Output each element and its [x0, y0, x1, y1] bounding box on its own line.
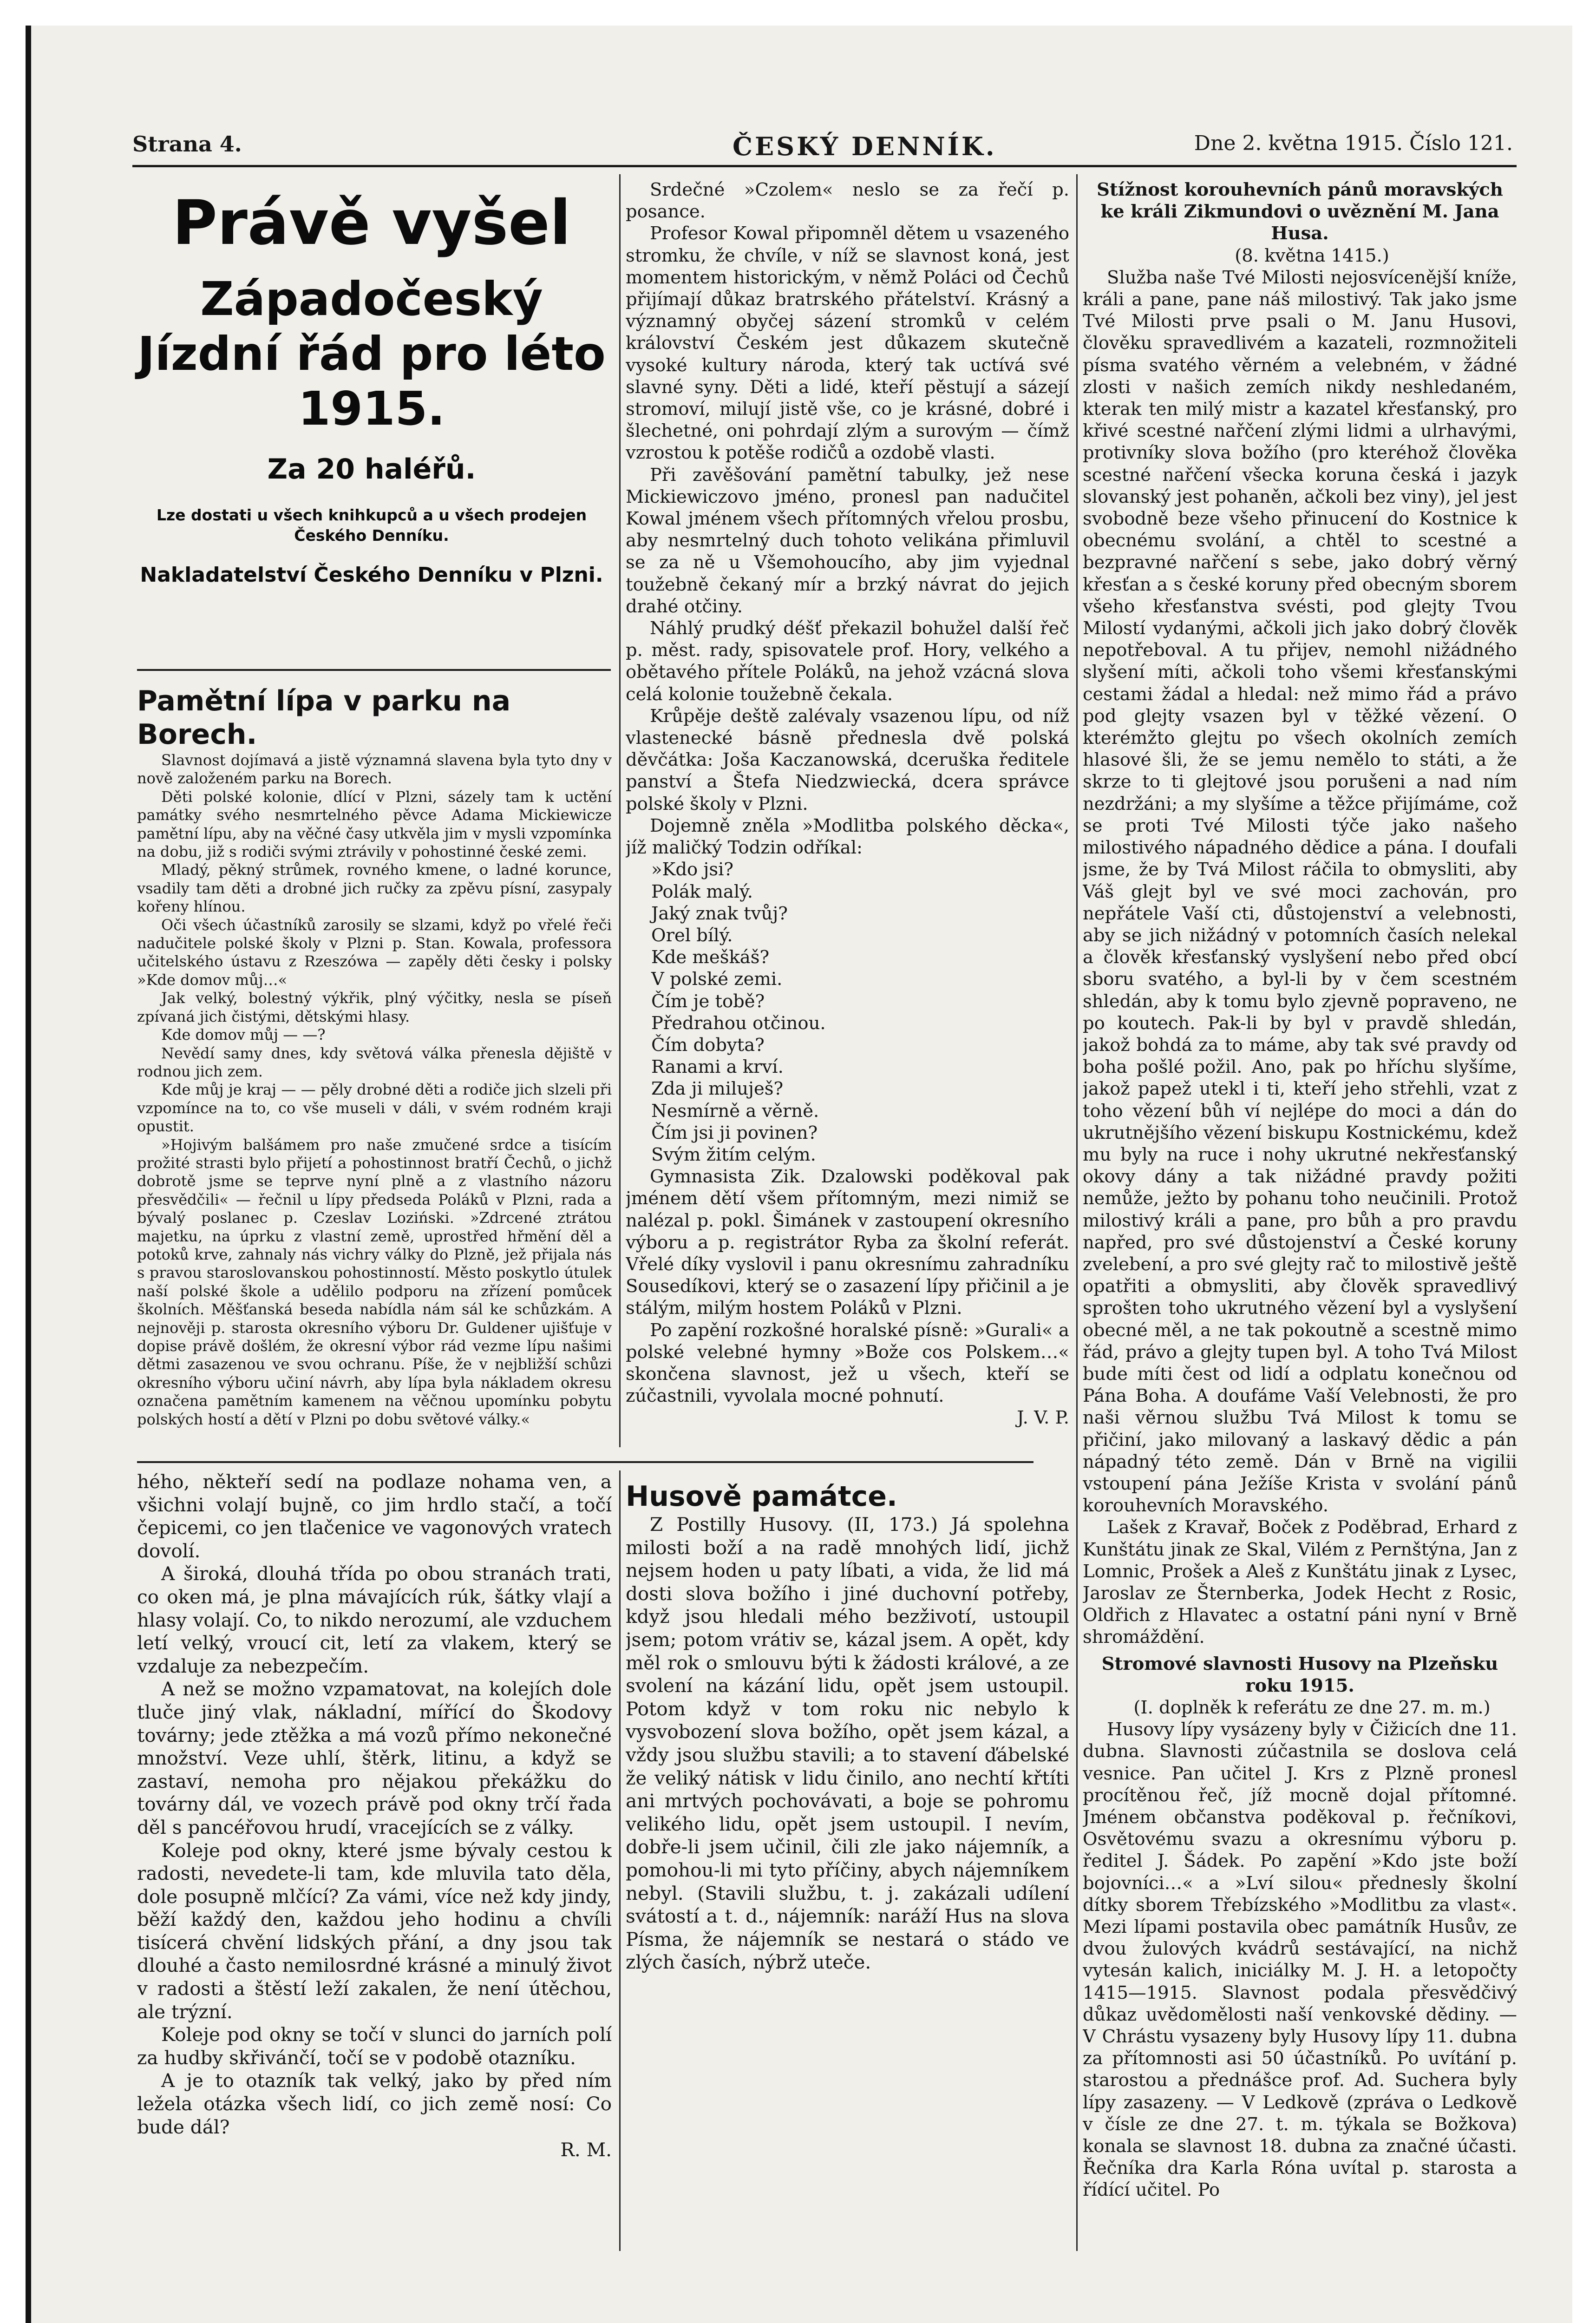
column-vlaky: [137, 1470, 612, 2242]
paragraph: Gymnasista Zik. Dzalowski poděkoval pak jménem dětí všem přítomným, mezi nimiž se nalézal p. pokl. Šimánek v zastoupení okresního výboru a p. registrátor Ryba za školní referát. Vřelé díky vyslovil i panu okresnímu zahradníku Sousedíkovi, který se o zasazení lípy přičinil a je stálým, milým hostem Poláků v Plzni.: [626, 1166, 1069, 1319]
paragraph: Při zavěšování pamětní tabulky, jež nese Mickiewiczovo jméno, pronesl pan nadučitel Kowal jménem všech přítomných vřelou prosbu, aby nesmrtelný duch tohoto velikána přimluvil se za ně u Všemohoucího, aby jim vyjednal toužebně čekaný mír a brzký návrat do jejich drahé otčiny.: [626, 464, 1069, 617]
paragraph: hého, někteří sedí na podlaze nohama ven, a všichni volají bujně, co jim hrdlo stačí, a točí čepicemi, co jen tlačenice ve vagonových vratech dovolí.: [137, 1470, 612, 1562]
poem-line: Zda ji miluješ?: [651, 1078, 784, 1100]
paragraph: Husovy lípy vysázeny byly v Čižicích dne 11. dubna. Slavnosti zúčastnila se doslova celá vesnice. Pan učitel J. Krs z Plzně pronesl procítěnou řeč, jíž mocně dojal přítomné. Jménem občanstva poděkoval p. řečníkovi, Osvětovému svazu a okresnímu výboru p. ředitel J. Šádek. Po zapění »Kdo jste boží bojovníci…« a »Lví silou« přednesly školní dítky sborem Třebízského »Modlitbu za vlast«. Mezi lípami postavila obec památník Husův, ze dvou žulových kvádrů sestávající, na nichž vytesán kalich, iniciálky M. J. H. a letopočty 1415—1915. Slavnost podala přesvědčivý důkaz uvědomělosti naší venkovské dědiny. — V Chrástu vysazeny byly Husovy lípy 11. dubna za přítomnosti asi 50 účastníků. Po uvítání p. starostou a přednášce prof. Ad. Suchera byly lípy zasazeny. — V Ledkově (zpráva o Ledkově v čísle ze dne 27. t. m. týkala se Božkova) konala se slavnost 18. dubna za značné účasti. Řečníka dra Karla Róna uvítal p. starosta a řídící učitel. Po: [1083, 1719, 1517, 2201]
poem-line: Svým žitím celým.: [651, 1144, 816, 1165]
paragraph: Profesor Kowal připomněl dětem u vsazeného stromku, že chvíle, v níž se slavnost koná, jest momentem historickým, v němž Poláci od Čechů přijímají důkaz bratrského přátelství. Krásný a významný obyčej sázení stromků v celém království Českém jest důkazem skutečně vysoké kultury národa, který tak uctívá své slavné syny. Děti a lidé, kteří pěstují a sázejí stromoví, milují jistě vše, co je krásné, dobré i šlechetné, oni pohrdají zlým a surovým — čímž vzrostou k potěše rodičů a ozdobě vlasti.: [626, 223, 1069, 464]
paragraph: Kde domov můj — —?: [161, 1026, 326, 1044]
poem-line: Orel bílý.: [651, 925, 733, 946]
article-title: Stížnost korouhevních pánů moravských ke králi Zikmundovi o uvěznění M. Jana Husa.: [1097, 179, 1503, 244]
article-title: Husově památce.: [626, 1480, 897, 1513]
poem-line: Čím je tobě?: [651, 991, 765, 1012]
ad-headline: Právě vyšel: [172, 187, 571, 259]
column-lipa-start: [137, 684, 612, 1428]
article-subtitle: (I. doplněk k referátu ze dne 27. m. m.): [1133, 1697, 1491, 1719]
scan-margin: [26, 26, 31, 2323]
ad-publisher: Nakladatelství Českého Denníku v Plzni.: [140, 563, 603, 587]
paragraph: Nevědí samy dnes, kdy světová válka přenesla dějiště v rodnou jich zem.: [137, 1044, 612, 1080]
paragraph: Služba naše Tvé Milosti nejosvícenější kníže, králi a pane, pane náš milostivý. Tak jako jsme Tvé Milosti prve psali o M. Janu Husovi, člověku spravedlivém a kazateli, rozmnožiteli písma svatého věrném a velebném, v žádné zlosti v našich zemích nikdy neshledaném, kterak ten milý mistr a kazatel křesťanský, pro křivé scestné nařčení zlými lidmi a ulrhavými, protivníky slova božího (pro kteréhož člověka scestné nařčení všecka koruna česká i jazyk slovanský jest pohaněn, ačkoli bez viny), jel jest svobodně beze všeho přinucení do Kostnice k obecnému svolání, a chtěl to scestné a bezpravné nařčení s sebe, jako dobrý věrný křesťan a s české koruny před obecným sborem všeho křesťanstva svésti, pod glejty Tvou Milostí vydanými, ačkoli jich jako dobrý člověk nepotřeboval. A tu přijev, nemohl nižádného slyšení míti, ačkoli toho všemi křesťanskými cestami žádal a hledal: než mimo řád a právo pod glejty vsazen byl v těžké vězení. O kterémžto glejtu po všech okolních zemích hlasové šli, že se jemu nemělo to státi, a že skrze to ti glejtové jsou porušeni a nad ním nezdržáni; a my slyšíme a těžce přijímáme, což se proti Tvé Milosti týče jako našeho milostivého nápadného dědice a pána. I doufali jsme, že by Tvá Milost ráčila to obmysliti, aby Váš glejt byl ve své moci zachován, pro nepřátele Vaší cti, důstojenství a velebnosti, aby se jich nižádný v potomních časích nelekal a člověk křesťanský vyslyšení nebo před obcí sboru svatého, a byl-li by v čem scestném shledán, aby k tomu bylo zjevně popraveno, ne po koutech. Pak-li by byl v pravdě shledán, jakož bohdá za to máme, aby tak své pravdy od boha pošlé požil. Ano, pak po hříchu slyšíme, jakož papež utekl i ti, kteří jeho střehli, vzat z toho vězení bůh ví nejlépe do moci a dán do ukrutnějšího vězení biskupu Kostnickému, kdež mu byly na ruce i nohy ukrutné nekřesťanský okovy dány a tak nižádné pravdy požiti nemůže, ježto by pohanu toho neučinili. Protož milostivý králi a pane, pro bůh a pro pravdu napřed, pro své důstojenství a České koruny zvelebení, a pro své glejty rač to milostivě ještě opatřiti a obmysliti, aby člověk spravedlivý sprošten toho ukrutného vězení byl a vyslyšení obecné měl, a ne tak pokoutně a scestně mimo řád, právo a glejty tupen byl. A toho Tvá Milost bude míti čest od lidí a odplatu konečnou od Pána Boha. A doufáme Vaší Velebnosti, že pro naši věrnou službu Tvá Milost k tomu se přičiní, jako milovaný a laskavý dědic a pán nápadný této země. Dán v Brně na vigilii vstoupení pána Ježíše Krista v svolání pánů korouhevních Moravského.: [1083, 267, 1517, 1516]
paragraph: Krůpěje deště zalévaly vsazenou lípu, od níž vlastenecké básně přednesla dvě polská děvčátka: Joša Kaczanowská, dceruška ředitele panství a Štefa Niedzwiecká, dcera správce polské školy v Plzni.: [626, 705, 1069, 814]
ad-price: Za 20 haléřů.: [267, 453, 476, 486]
paragraph: Mladý, pěkný strůmek, rovného kmene, o ladné korunce, vsadily tam děti a drobné jich ručky za zpěvu písní, zasypaly kořeny hlínou.: [137, 861, 612, 916]
poem-line: Čím jsi ji povinen?: [651, 1122, 818, 1143]
header-rule: [132, 165, 1517, 167]
poem-line: Čím dobyta?: [651, 1034, 765, 1056]
paragraph: Dojemně zněla »Modlitba polského děcka«, jíž maličký Todzin odříkal:: [626, 815, 1069, 859]
paragraph: Po zapění rozkošné horalské písně: »Gurali« a polské velebné hymny »Bože cos Polskem…« skončena slavnost, jež u všech, kteří se zúčastnili, vyvolala mocné pohnutí.: [626, 1319, 1069, 1407]
article-title: Pamětní lípa v parku na Borech.: [137, 685, 511, 751]
advertisement: [132, 179, 611, 662]
column-rule: [1076, 174, 1078, 2251]
paragraph: Kde můj je kraj — — pěly drobné děti a rodiče jich slzeli při vzpomínce na to, co vše museli v dáli, v svém rodném kraji opustit.: [137, 1081, 612, 1135]
paragraph: A než se možno vzpamatovat, na kolejích dole tluče jiný vlak, nákladní, mířící do Škodovy továrny; jede ztěžka a má vozů přímo nekonečné množství. Veze uhlí, štěrk, litinu, a když se zastaví, nemoha pro nějakou překážku do továrny dál, ve vozech právě pod okny trčí řada děl s pancéřovou hrudí, vracejících se z války.: [137, 1678, 612, 1838]
poem-line: Polák malý.: [651, 881, 753, 902]
ad-availability: Lze dostati u všech knihkupců a u všech prodejen Českého Denníku.: [156, 506, 587, 545]
poem-line: Nesmírně a věrně.: [651, 1100, 819, 1122]
column-stiznost: [1083, 179, 1517, 2242]
article-signature: J. V. P.: [1017, 1407, 1069, 1429]
paragraph: Děti polské kolonie, dlící v Plzni, sázely tam k uctění památky svého nesmrtelného pěvce Adama Mickiewicze pamětní lípu, aby na věčné časy utkvěla jim v mysli vzpomínka na dobu, již s rodiči svými ztrávily v pohostinné české zemi.: [137, 787, 612, 861]
ad-divider: [137, 669, 611, 671]
paragraph: Oči všech účastníků zarosily se slzami, když po vřelé řeči nadučitele polské školy v Plzni p. Stan. Kowala, professora učitelského ústavu z Rzeszówa — zapěly děti česky i polsky »Kde domov můj…«: [137, 916, 612, 989]
article-date: (8. května 1415.): [1235, 245, 1389, 266]
paragraph: Lašek z Kravař, Boček z Poděbrad, Erhard z Kunštátu jinak ze Skal, Vilém z Pernštýna, Jan z Lomnic, Prošek a Aleš z Kunštátu jinak z Lysec, Jaroslav ze Šternberka, Jodek Hecht z Rosic, Oldřich z Hlavatec a ostatní páni nyní v Brně shromáždění.: [1083, 1517, 1517, 1648]
poem-line: Kde meškáš?: [651, 947, 770, 968]
paragraph: Jak velký, bolestný výkřik, plný výčitky, nesla se píseň zpívaná jich čistými, dětskými hlasy.: [137, 989, 612, 1025]
paragraph: Srdečné »Czolem« neslo se za řečí p. posance.: [626, 179, 1069, 223]
poem-line: »Kdo jsi?: [651, 859, 734, 880]
column-rule: [619, 174, 621, 1447]
masthead: ČESKÝ DENNÍK.: [733, 131, 997, 161]
page-number: Strana 4.: [132, 131, 242, 157]
paragraph: Slavnost dojímavá a jistě významná slavena byla tyto dny v nově založeném parku na Borech.: [137, 751, 612, 787]
paragraph: »Hojivým balšámem pro naše zmučené srdce a tisícím prožité strasti bylo přijetí a pohostinnost bratří Čechů, o jichž dobrotě jsme se teprve nyní plně a z vlastního názoru přesvědčili« — řečnil u lípy předseda Poláků v Plzni, rada a bývalý poslanec p. Czeslav Loziński. »Zdrcené ztrátou majetku, na úprku z vlastní země, uprostřed hřmění děl a potoků krve, zahnaly nás vichry války do Plzně, jež přijala nás s pravou staroslovanskou pohostinností. Město poskytlo útulek naší polské škole a udělilo podporu na zřízení pomůcek školních. Měšťanská beseda nabídla nám sál ke schůzkám. A nejnověji p. starosta okresního výboru Dr. Guldener ujišťuje v dopise právě došlém, že okresní výbor rád vezme lípu našimi dětmi zasazenou ve svou ochranu. Píše, že v nejbližší schůzi okresního výboru učiní návrh, aby lípa byla nákladem okresu označena pamětním kamenem na věčnou upomínku pobytu polských hostí a dětí v Plzni po dobu světové války.«: [137, 1135, 612, 1428]
column-lipa-continued: [626, 179, 1069, 1447]
ad-title: Západočeský Jízdní řád pro léto 1915.: [137, 272, 606, 436]
paragraph: Koleje pod okny, které jsme bývaly cestou k radosti, nevedete-li tam, kde mluvila tato děla, dole posupně mlčící? Za vámi, více než kdy jindy, běží každý den, každou jeho hodinu a chvíli tisícerá chvění lidských přání, a dny jsou tak dlouhé a často nemilosrdné krásné a minulý život v radosti a štěstí leží zakalen, že není útěchou, ale trýzní.: [137, 1839, 612, 2023]
poem-line: V polské zemi.: [651, 969, 783, 990]
column-rule: [619, 1470, 621, 2251]
poem-line: Ranami a krví.: [651, 1057, 784, 1078]
article-title: Stromové slavnosti Husovy na Plzeňsku roku 1915.: [1101, 1653, 1498, 1696]
article-signature: R. M.: [560, 2139, 612, 2161]
date-issue: Dne 2. května 1915. Číslo 121.: [1194, 131, 1513, 155]
paragraph: A je to otazník tak velký, jako by před ním ležela otázka všech lidí, co jich země nosí: Co bude dál?: [137, 2069, 612, 2138]
paragraph: Z Postilly Husovy. (II, 173.) Já spolehna milosti boží a na radě mnohých lidí, jichž nejsem hoden u paty líbati, a vida, že lid má dosti slova božího i jiné duchovní potřeby, když jsou hledali mého bezživotí, ustoupil jsem; potom vrátiv se, kázal jsem. A opět, kdy měl rok o smlouvu býti k žádosti králové, a ze svolení na kázání lidu, opět jsem ustoupil. Potom když v tom roku nic nebylo k vysvobození slova božího, opět jsem kázal, a vždy jsou službu stavili; a to stavení ďábelské že veliký nátisk v lidu činilo, ano nechtí křtíti ani mrtvých pochovávati, a boje se pohromu velikého lidu, opět jsem ustoupil. I nevím, dobře-li jsem učinil, čili zle jako nájemník, a pomohou-li mi tyto příčiny, abych nájemníkem nebyl. (Stavili službu, t. j. zakázali udílení svátostí a t. d., nájemník: naráží Hus na slova Písma, že nájemník se nestará o stádo ve zlých časích, nýbrž uteče.: [626, 1513, 1069, 1974]
paragraph: A široká, dlouhá třída po obou stranách trati, co oken má, je plna mávajících rúk, šátky vlají a hlasy volají. Co, to nikdo nerozumí, ale vzduchem letí velký, vroucí cit, letí za vlakem, který se vzdaluje za nebezpečím.: [137, 1562, 612, 1677]
paragraph: Koleje pod okny se točí v slunci do jarních polí za hudby skřivánčí, točí se v podobě otazníku.: [137, 2023, 612, 2069]
section-divider: [137, 1461, 1033, 1463]
poem-line: Jaký znak tvůj?: [651, 903, 788, 924]
paragraph: Náhlý prudký déšť překazil bohužel další řeč p. měst. rady, spisovatele prof. Hory, velkého a obětavého přítele Poláků, na jehož vzácná slova celá kolonie toužebně čekala.: [626, 618, 1069, 705]
paper-sheet: [26, 26, 1572, 2323]
column-hus: [626, 1480, 1069, 2242]
poem-line: Předrahou otčinou.: [651, 1012, 826, 1034]
